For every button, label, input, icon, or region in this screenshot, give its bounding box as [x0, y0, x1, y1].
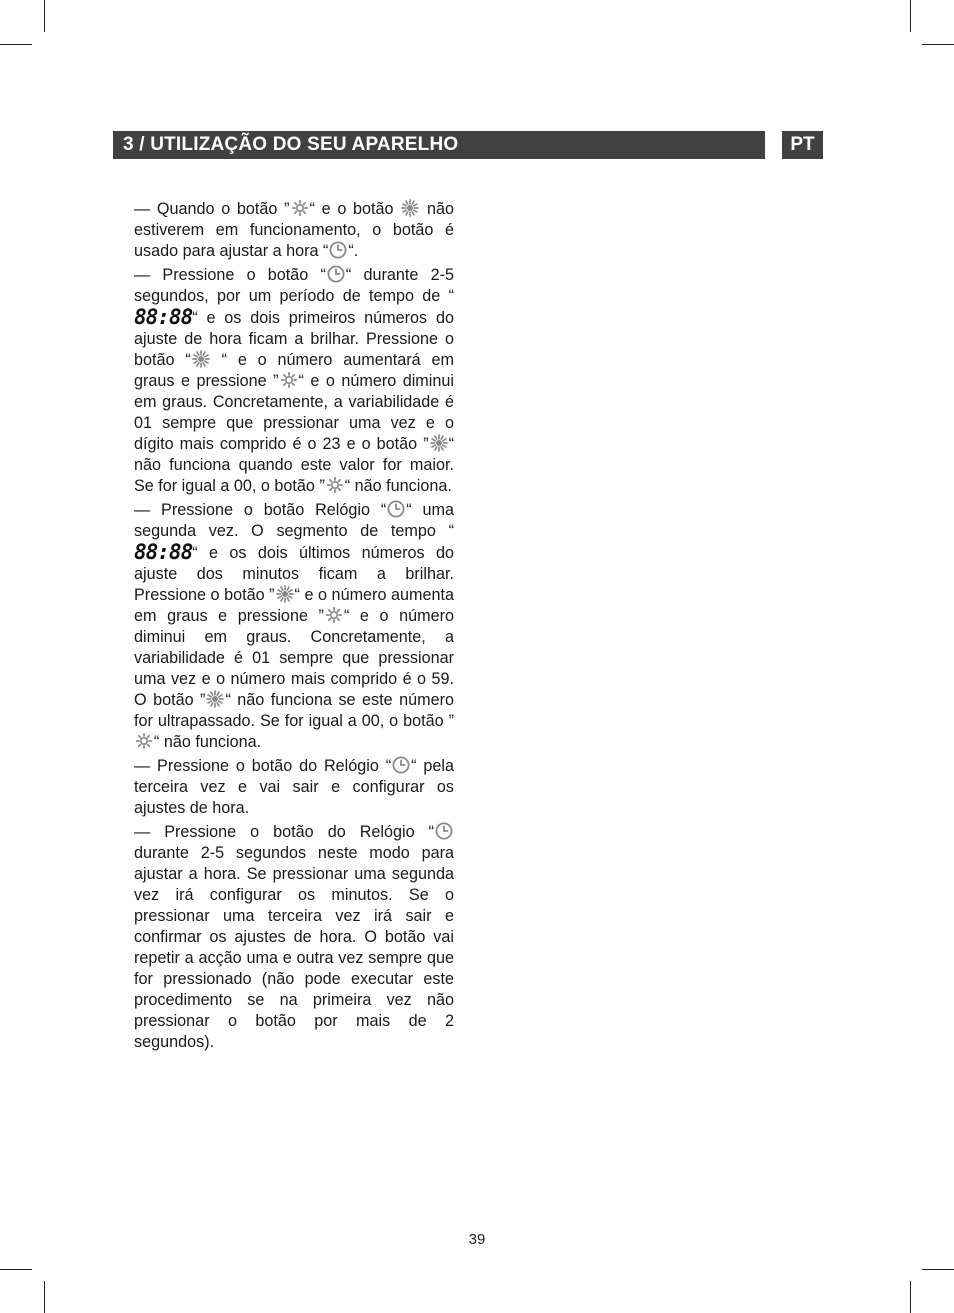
- crop-mark: [910, 1281, 911, 1313]
- paragraph-set-hours: — Pressione o botão “ “ durante 2-5 segundos, por um período de tempo de “88:88“ e os dois primeiros números do ajuste de hora ficam a brilhar. Pressione o botão “ “ e o número aumentará em graus e pressione ” “ e o número diminui em graus. Concretamente, a variabilidade é 01 sempre que pressionar uma vez e o dígito mais comprido é o 23 e o botão ” “ não funciona quando este valor for maior. Se for igual a 00, o botão ” “ não funciona.: [134, 266, 455, 495]
- clock-icon: [435, 822, 453, 840]
- sun-minus-icon: [325, 606, 343, 624]
- time-display: 88:88: [134, 540, 193, 564]
- clock-icon: [387, 500, 405, 518]
- crop-mark: [0, 44, 32, 45]
- sun-minus-icon: [326, 476, 344, 494]
- sun-plus-icon: [276, 585, 294, 603]
- crop-mark: [0, 1269, 32, 1270]
- paragraph-exit-setting: — Pressione o botão do Relógio “ “ pela terceira vez e vai sair e configurar os ajustes de hora.: [134, 757, 454, 817]
- section-header: 3 / UTILIZAÇÃO DO SEU APARELHO: [113, 131, 765, 159]
- page-number: 39: [468, 1231, 486, 1248]
- language-badge: PT: [782, 131, 823, 159]
- sun-minus-icon: [135, 732, 153, 750]
- crop-mark: [922, 44, 954, 45]
- crop-mark: [910, 0, 911, 32]
- time-display: 88:88: [134, 305, 193, 329]
- clock-icon: [329, 241, 347, 259]
- crop-mark: [922, 1269, 954, 1270]
- paragraph-idle-button: — Quando o botão ” “ e o botão não estiverem em funcionamento, o botão é usado para ajustar a hora “ “.: [134, 200, 454, 260]
- sun-plus-icon: [192, 350, 210, 368]
- clock-icon: [327, 265, 345, 283]
- sun-plus-icon: [206, 690, 224, 708]
- crop-mark: [44, 0, 45, 32]
- instructions-column: [134, 199, 454, 1056]
- sun-plus-icon: [430, 434, 448, 452]
- sun-minus-icon: [291, 199, 309, 217]
- crop-mark: [44, 1281, 45, 1313]
- paragraph-set-minutes: — Pressione o botão Relógio “ “ uma segunda vez. O segmento de tempo “88:88“ e os dois últimos números do ajuste dos minutos ficam a brilhar. Pressione o botão ” “ e o número aumenta em graus e pressione ” “ e o número diminui em graus. Concretamente, a variabilidade é 01 sempre que pressionar uma vez e o número mais comprido é o 59. O botão ” “ não funciona se este número for ultrapassado. Se for igual a 00, o botão ” “ não funciona.: [134, 501, 454, 751]
- clock-icon: [392, 756, 410, 774]
- paragraph-summary: — Pressione o botão do Relógio “ durante 2-5 segundos neste modo para ajustar a hora. Se pressionar uma segunda vez irá configurar os minutos. Se o pressionar uma terceira vez irá sair e confirmar os ajustes de hora. O botão vai repetir a acção uma e outra vez sempre que for pressionado (não pode executar este procedimento se na primeira vez não pressionar o botão por mais de 2 segundos).: [134, 823, 454, 1051]
- sun-plus-icon: [401, 199, 419, 217]
- sun-minus-icon: [280, 371, 298, 389]
